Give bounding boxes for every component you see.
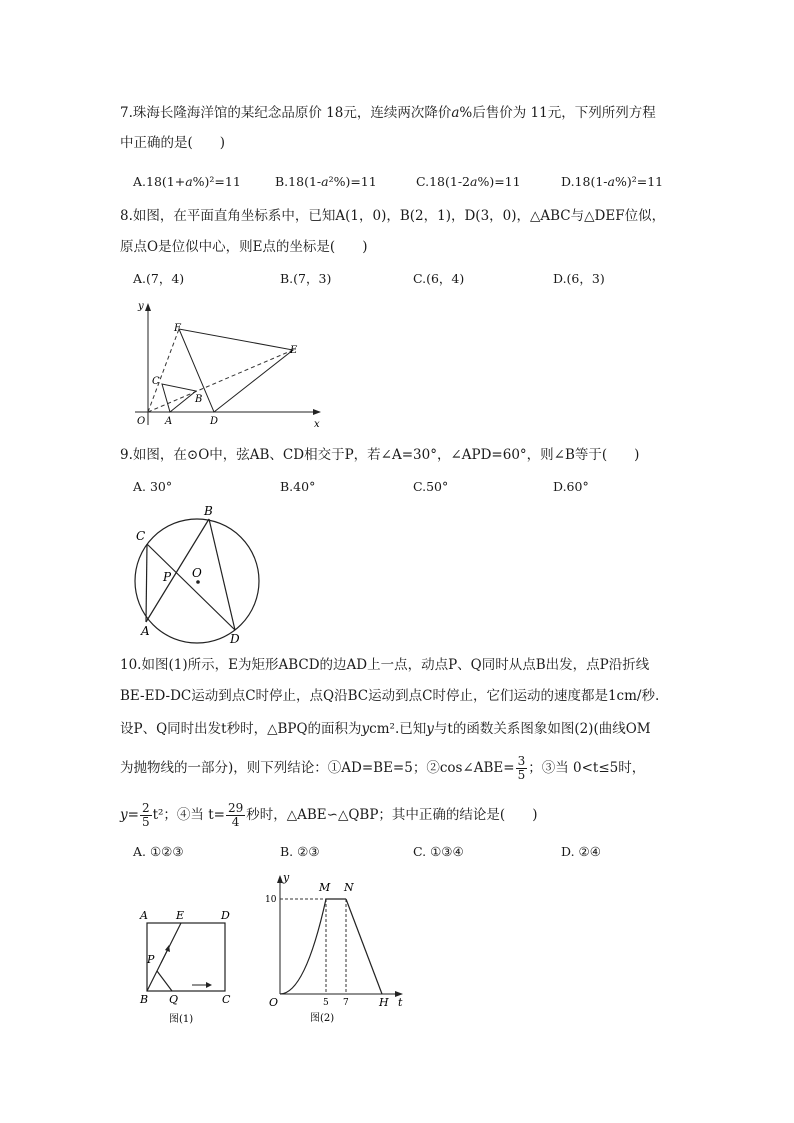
q9-label-a: A (141, 624, 150, 638)
q10-option-d: D. ②④ (561, 844, 601, 859)
q10-fig1-label-c: C (222, 993, 231, 1006)
q9-label-p: P (163, 570, 172, 584)
q9-option-a: A. 30° (133, 479, 173, 494)
q9-stem-line1: 9.如图，在⊙O中，弦AB、CD相交于P，若∠A=30°，∠APD=60°，则∠B等于( ) (120, 447, 640, 463)
q10-fraction-two-fifths (140, 802, 152, 829)
q8-option-d: D.(6，3) (553, 271, 605, 286)
q7-stem-line1: 7.珠海长隆海洋馆的某纪念品原价 18元，连续两次降价𝑎%后售价为 11元，下列所列方程 (120, 105, 656, 121)
q9-label-c: C (136, 529, 146, 543)
q10-fig1-label-b: B (140, 993, 149, 1006)
q10-fig2-label-m: M (319, 881, 331, 894)
q10-fig2-tick-10: 10 (265, 895, 277, 905)
q8-label-d: D (210, 416, 219, 427)
q10-fig1-label-e: E (176, 909, 185, 922)
q8-label-x: x (314, 419, 320, 430)
q8-option-b: B.(7，3) (280, 271, 332, 286)
q10-fig2-label-y: y (283, 871, 290, 884)
q10-fig1-label-d: D (221, 909, 230, 922)
q10-fig2-label-o: O (269, 996, 279, 1009)
q9-option-c: C.50° (413, 479, 449, 494)
q10-line3-var-y2: y (426, 721, 434, 737)
q10-line3-text-b: cm².已知 (369, 721, 427, 737)
q8-coordinate-figure (125, 295, 330, 435)
q8-label-c: C (152, 376, 160, 387)
q10-fig2-tick-5: 5 (323, 998, 329, 1008)
q10-figure-1-rectangle (135, 905, 245, 1030)
q9-label-b: B (204, 504, 213, 518)
q10-line4-text-a: 为抛物线的一部分)，则下列结论：①AD=BE=5；②cos∠ABE= (120, 760, 515, 776)
q10-option-c: C. ①③④ (413, 844, 464, 859)
q10-fraction-two-fifths-num: 2 (141, 801, 150, 815)
q10-stem-line3 (120, 720, 651, 738)
q10-fig2-label-t: t (398, 996, 403, 1009)
q10-fraction-cos-num: 3 (517, 754, 526, 768)
q8-label-f: F (174, 323, 181, 334)
q10-fraction-t-den: 4 (231, 815, 240, 829)
q10-fig1-caption: 图(1) (169, 1014, 194, 1025)
q10-stem-line4 (120, 755, 645, 782)
q8-label-a: A (165, 416, 173, 427)
q10-line3-text-a: 设P、Q同时出发t秒时，△BPQ的面积为 (120, 721, 362, 737)
q10-line3-var-y: y (361, 721, 370, 737)
q9-circle-figure (125, 500, 275, 650)
q10-stem-line2: BE-ED-DC运动到点C时停止，点Q沿BC运动到点C时停止，它们运动的速度都是1cm/秒. (120, 688, 660, 704)
q9-option-d: D.60° (553, 479, 589, 494)
q10-line3-text-c: 与t的函数关系图象如图(2)(曲线OM (433, 721, 651, 737)
q10-fraction-t (226, 802, 245, 829)
q9-label-o: O (192, 566, 202, 580)
q8-label-y: y (138, 301, 144, 312)
q10-figure-2-graph (260, 870, 410, 1025)
q8-label-o: O (137, 416, 146, 427)
q10-line5-eq: = (127, 807, 139, 823)
q10-option-b: B. ②③ (280, 844, 320, 859)
q10-option-a: A. ①②③ (133, 844, 184, 859)
q8-label-e: E (290, 345, 298, 356)
q7-option-a: A.18(1+𝑎%)²=11 (133, 174, 241, 189)
q10-fig2-label-n: N (344, 881, 354, 894)
q10-stem-line1: 10.如图(1)所示，E为矩形ABCD的边AD上一点，动点P、Q同时从点B出发，点P沿折线 (120, 657, 650, 673)
q7-option-c: C.18(1-2𝑎%)=11 (416, 174, 521, 189)
q10-fraction-t-num: 29 (227, 801, 244, 815)
q10-stem-line5 (120, 802, 537, 829)
q10-fig1-label-q: Q (169, 993, 179, 1006)
q7-option-d: D.18(1-𝑎%)²=11 (561, 174, 664, 189)
q8-option-c: C.(6，4) (413, 271, 465, 286)
q10-line5-text-a: t²；④当 t= (152, 807, 225, 823)
q10-fig1-label-a: A (140, 909, 148, 922)
q10-fig2-caption: 图(2) (310, 1013, 335, 1024)
q10-line4-text-b: ；③当 0<t≤5时， (528, 760, 646, 776)
q10-fig2-tick-7: 7 (343, 998, 349, 1008)
q7-option-b: B.18(1-𝑎²%)=11 (275, 174, 377, 189)
q10-fraction-cos (516, 755, 528, 782)
q10-fig2-label-h: H (379, 996, 389, 1009)
q9-label-d: D (230, 632, 240, 646)
q10-line5-text-b: 秒时，△ABE∽△QBP；其中正确的结论是( ) (246, 807, 538, 823)
q8-stem-line1: 8.如图，在平面直角坐标系中，已知A(1，0)，B(2，1)，D(3，0)，△ABC与△DEF位似， (120, 208, 666, 224)
q10-line5-var-y: y (120, 807, 128, 823)
q8-stem-line2: 原点O是位似中心，则E点的坐标是( ) (120, 239, 368, 255)
q10-fig1-label-p: P (147, 953, 155, 966)
q10-fraction-two-fifths-den: 5 (141, 815, 150, 829)
q8-option-a: A.(7，4) (133, 271, 185, 286)
q7-stem-line2: 中正确的是( ) (120, 135, 226, 151)
q10-fraction-cos-den: 5 (517, 768, 526, 782)
q8-label-b: B (195, 394, 203, 405)
q9-option-b: B.40° (280, 479, 316, 494)
